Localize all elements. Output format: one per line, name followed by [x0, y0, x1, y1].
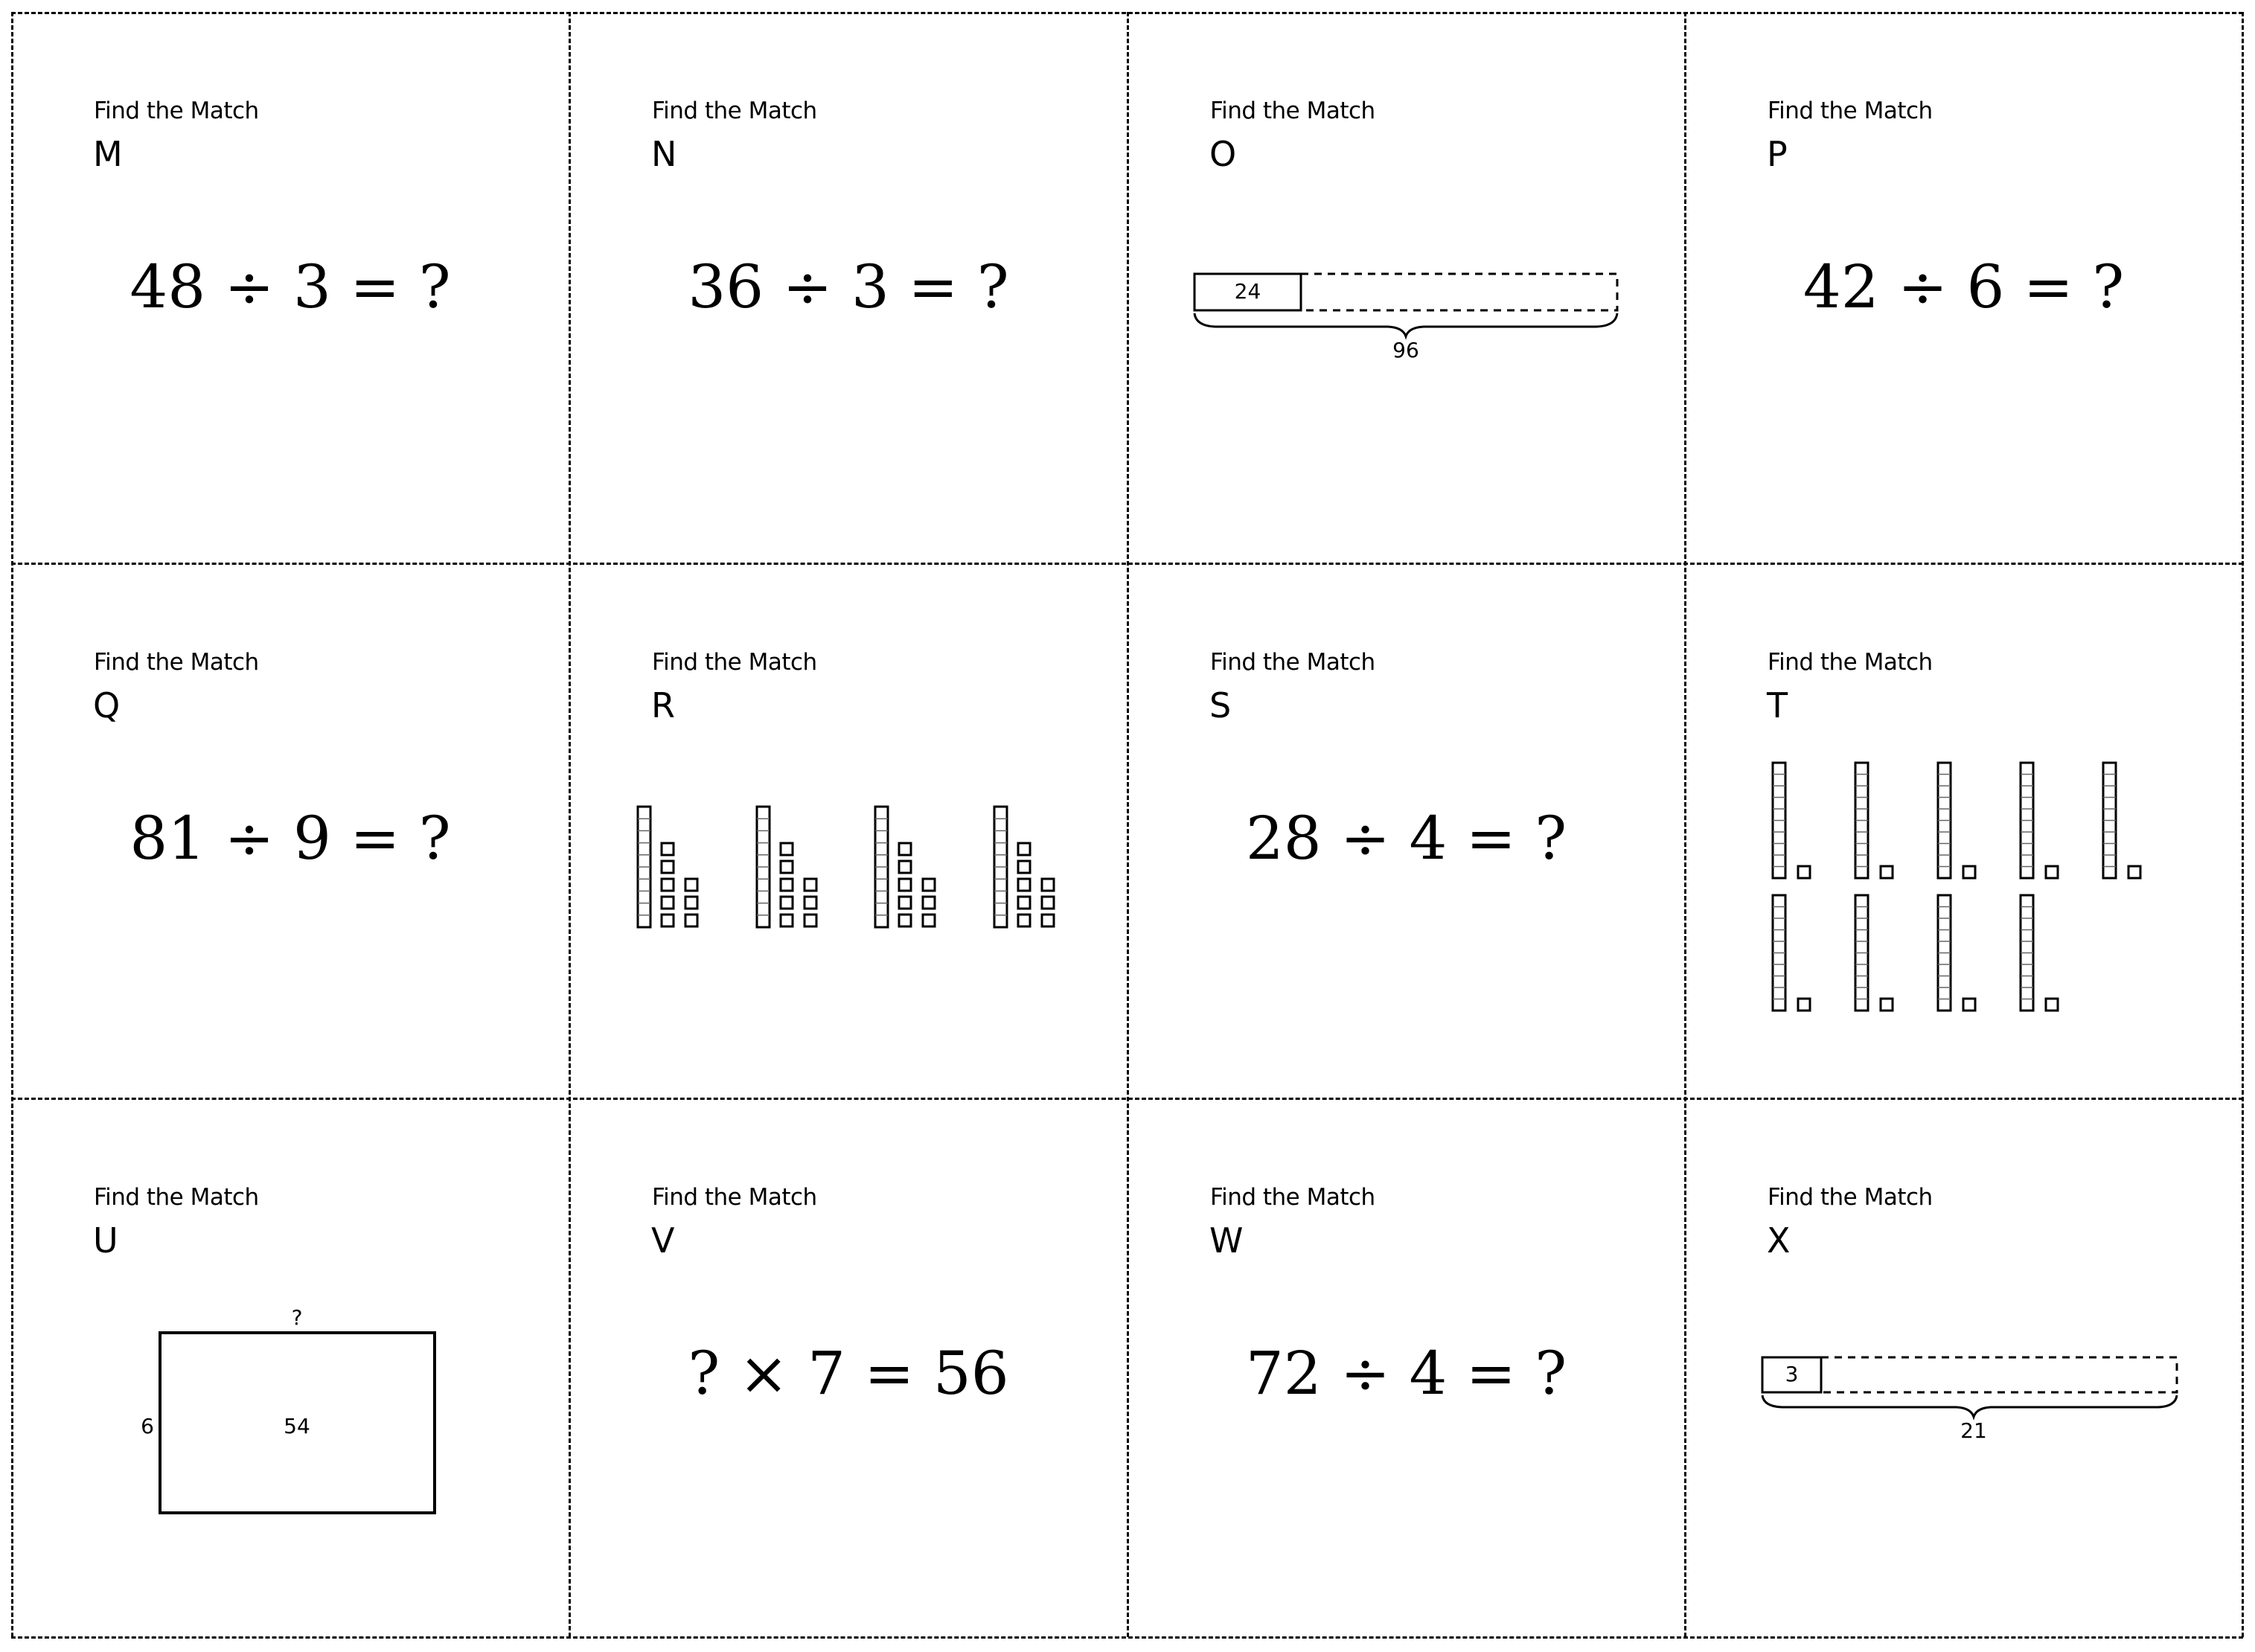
card-q	[11, 563, 569, 1098]
equation: 81 ÷ 9 = ?	[129, 804, 451, 873]
area-model-rectangle	[11, 1098, 569, 1637]
equation: ? × 7 = 56	[688, 1339, 1009, 1408]
area-value-label: 54	[284, 1414, 310, 1438]
card-title: Find the Match	[1768, 1184, 1933, 1211]
card-letter: R	[651, 685, 675, 726]
card-s	[1128, 563, 1685, 1098]
card-title: Find the Match	[1210, 649, 1375, 676]
card-u	[11, 1098, 569, 1637]
card-title: Find the Match	[1768, 649, 1933, 676]
card-letter: Q	[93, 685, 121, 726]
card-o	[1128, 12, 1685, 563]
card-letter: U	[93, 1220, 118, 1261]
card-w	[1128, 1098, 1685, 1637]
card-title: Find the Match	[94, 649, 259, 676]
card-title: Find the Match	[94, 97, 259, 124]
card-p	[1685, 12, 2242, 563]
card-t	[1685, 563, 2242, 1098]
card-title: Find the Match	[1768, 97, 1933, 124]
equation: 42 ÷ 6 = ?	[1803, 252, 2125, 321]
base-ten-blocks-t	[1685, 563, 2242, 1098]
tape-total-label: 21	[1960, 1418, 1987, 1443]
card-letter: V	[651, 1220, 675, 1261]
card-m	[11, 12, 569, 563]
base-ten-blocks-r	[569, 563, 1128, 1098]
card-letter: T	[1767, 685, 1788, 726]
card-r	[569, 563, 1128, 1098]
card-n	[569, 12, 1128, 563]
equation: 72 ÷ 4 = ?	[1245, 1339, 1567, 1408]
card-letter: M	[93, 134, 123, 174]
tape-total-label: 96	[1392, 338, 1419, 362]
card-title: Find the Match	[94, 1184, 259, 1211]
card-letter: P	[1767, 134, 1788, 174]
card-letter: W	[1209, 1220, 1244, 1261]
area-side-label: 6	[141, 1414, 154, 1438]
card-letter: S	[1209, 685, 1232, 726]
equation: 28 ÷ 4 = ?	[1245, 804, 1567, 873]
equation: 48 ÷ 3 = ?	[129, 252, 451, 321]
card-title: Find the Match	[652, 649, 817, 676]
card-title: Find the Match	[652, 1184, 817, 1211]
card-title: Find the Match	[652, 97, 817, 124]
card-v	[569, 1098, 1128, 1637]
card-letter: X	[1767, 1220, 1791, 1261]
equation: 36 ÷ 3 = ?	[688, 252, 1009, 321]
tape-part-label: 3	[1785, 1362, 1799, 1386]
card-title: Find the Match	[1210, 1184, 1375, 1211]
card-letter: O	[1209, 134, 1237, 174]
card-letter: N	[651, 134, 677, 174]
card-sheet	[11, 12, 2243, 1637]
area-top-label: ?	[291, 1305, 303, 1330]
tape-part-label: 24	[1234, 279, 1261, 304]
card-title: Find the Match	[1210, 97, 1375, 124]
card-x	[1685, 1098, 2242, 1637]
